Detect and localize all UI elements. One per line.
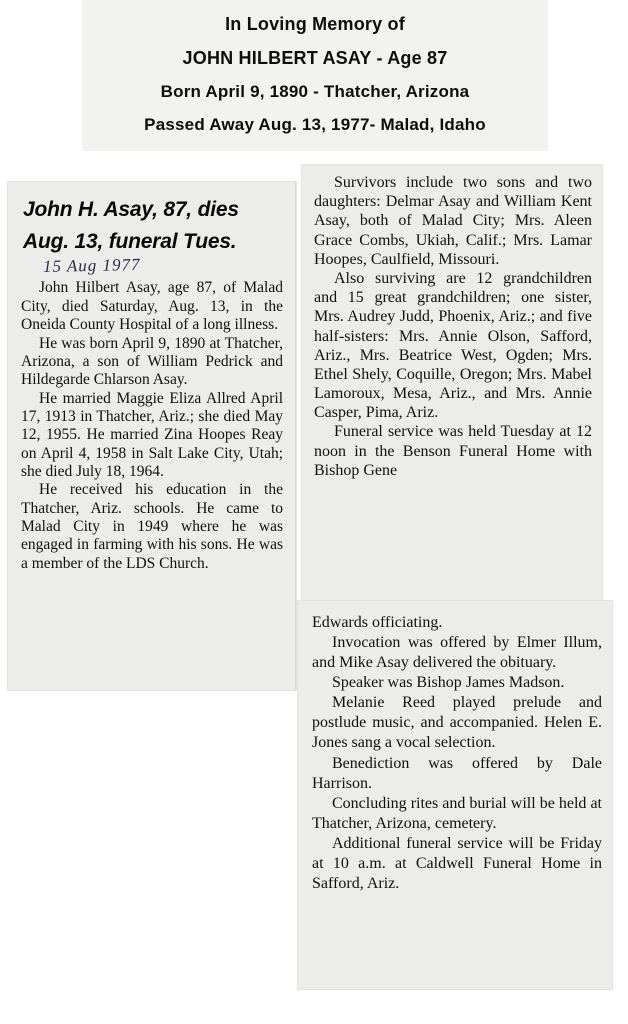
paragraph: Also surviving are 12 grandchildren and 15 great grandchildren; one sister, Mrs. Audrey Judd, Phoenix, Ariz.; and five half-sisters: Mrs. Annie Olson, Safford, Ariz., Mrs. Beatrice West, Ogden; Mrs. Ethel Shely, Coquille, Oregon; Mrs. Mabel Lamoroux, Mesa, Ariz., and Mrs. Annie Casper, Pima, Ariz. (314, 269, 592, 422)
memorial-line-4: Passed Away Aug. 13, 1977- Malad, Idaho (144, 115, 486, 134)
paragraph: Additional funeral service will be Friday at 10 a.m. at Caldwell Funeral Home in Safford, Ariz. (312, 834, 602, 893)
memorial-header (82, 0, 548, 151)
paragraph: John Hilbert Asay, age 87, of Malad City, died Saturday, Aug. 13, in the Oneida County Hospital of a long illness. (21, 279, 283, 334)
obituary-bottom-body (312, 613, 602, 894)
paragraph: Benediction was offered by Dale Harrison. (312, 754, 602, 792)
paragraph: Melanie Reed played prelude and postlude music, and accompanied. Helen E. Jones sang a vocal selection. (312, 694, 602, 752)
paragraph: Invocation was offered by Elmer Illum, and Mike Asay delivered the obituary. (312, 634, 602, 672)
handwritten-date-note: 15 Aug 1977 (42, 255, 141, 277)
memorial-line-1: In Loving Memory of (225, 14, 405, 34)
obituary-left-body (21, 279, 283, 573)
paragraph: Survivors include two sons and two daughters: Delmar Asay and William Kent Asay, both of Malad City; Mrs. Aleen Grace Combs, Ukiah, Calif.; Mrs. Lamar Hoopes, Caulfield, Missouri. (314, 174, 592, 268)
paragraph: He received his education in the Thatcher, Ariz. schools. He came to Malad City in 1949 where he was engaged in farming with his sons. He was a member of the LDS Church. (21, 481, 283, 572)
obituary-clipping-left (8, 182, 296, 690)
paragraph: He married Maggie Eliza Allred April 17, 1913 in Thatcher, Ariz.; she died May 12, 1955. He married Zina Hoopes Reay on April 4, 1958 in Salt Lake City, Utah; she died July 18, 1964. (21, 389, 283, 481)
obituary-headline-line-1: John H. Asay, 87, dies (23, 198, 239, 221)
memorial-line-2: JOHN HILBERT ASAY - Age 87 (182, 48, 448, 68)
memorial-line-3: Born April 9, 1890 - Thatcher, Arizona (160, 82, 470, 101)
paragraph: He was born April 9, 1890 at Thatcher, Arizona, a son of William Pedrick and Hildegarde Chlarson Asay. (21, 334, 283, 389)
obituary-right-body (314, 173, 592, 480)
paragraph: Concluding rites and burial will be held at Thatcher, Arizona, cemetery. (312, 794, 602, 832)
obituary-clipping-bottom (298, 601, 612, 989)
paragraph: Funeral service was held Tuesday at 12 noon in the Benson Funeral Home with Bishop Gene (314, 423, 592, 479)
obituary-headline-line-2: Aug. 13, funeral Tues. (23, 229, 237, 253)
obituary-clipping-right (302, 165, 602, 605)
paragraph: Speaker was Bishop James Madson. (332, 674, 565, 692)
paragraph: Edwards officiating. (312, 614, 443, 631)
